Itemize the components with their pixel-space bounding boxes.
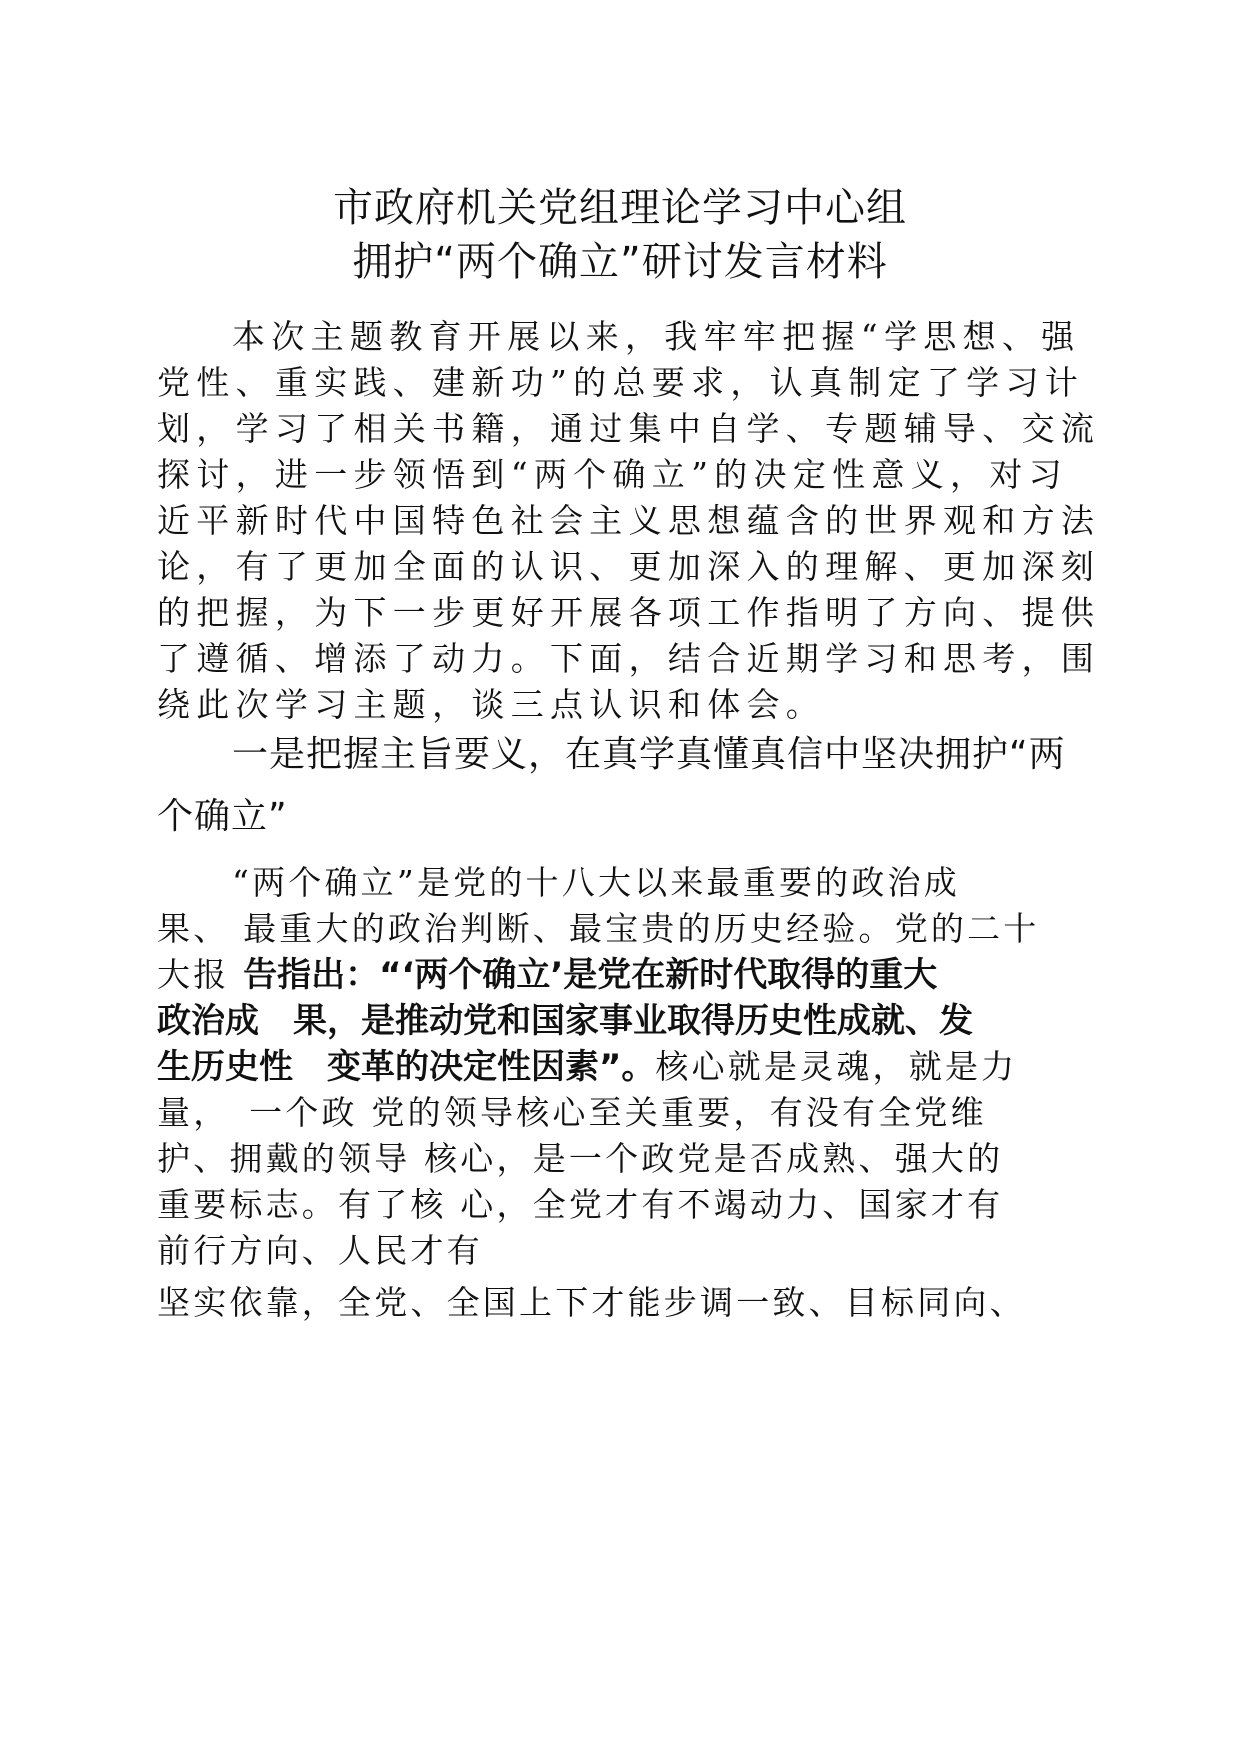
paragraph-2-bold-quote: 告指出：“‘两个确立’是党在新时代取得的重大 xyxy=(243,955,938,995)
document-title-line-2: 拥护“两个确立”研讨发言材料 xyxy=(352,239,888,285)
paragraph-1-line: 划，学习了相关书籍，通过集中自学、专题辅导、交流 xyxy=(157,409,1101,448)
paragraph-2-text: 大报 xyxy=(157,955,244,994)
section-heading-1-continued: 个确立” xyxy=(157,796,288,837)
paragraph-1-line: 探讨，进一步领悟到“两个确立”的决定性意义，对习 xyxy=(157,455,1068,494)
paragraph-1-line: 绕此次学习主题，谈三点认识和体会。 xyxy=(157,685,826,724)
paragraph-2-line xyxy=(157,1044,1017,1090)
paragraph-1-line: 了遵循、增添了动力。下面，结合近期学习和思考，围 xyxy=(157,639,1101,678)
paragraph-2-line xyxy=(157,952,937,998)
paragraph-2-bold-quote: 政治成 果，是推动党和国家事业取得历史性成就、发 xyxy=(157,1001,973,1041)
paragraph-1-line: 近平新时代中国特色社会主义思想蕴含的世界观和方法 xyxy=(157,501,1101,540)
paragraph-2-bold-quote: 生历史性 变革的决定性因素”。 xyxy=(157,1047,656,1087)
paragraph-2-line: 重要标志。有了核 心，全党才有不竭动力、国家才有 xyxy=(157,1185,1004,1224)
paragraph-1-line: 本次主题教育开展以来，我牢牢把握“学思想、强 xyxy=(232,317,1081,356)
paragraph-2-line: 护、拥戴的领导 核心，是一个政党是否成熟、强大的 xyxy=(157,1139,1004,1178)
paragraph-1-line: 论，有了更加全面的认识、更加深入的理解、更加深刻 xyxy=(157,547,1101,586)
section-heading-1: 一是把握主旨要义，在真学真懂真信中坚决拥护“两 xyxy=(232,734,1066,775)
paragraph-2-line: 前行方向、人民才有 xyxy=(157,1231,483,1270)
paragraph-2-text: 核心就是灵魂，就是力 xyxy=(655,1047,1018,1086)
paragraph-2-line: 量， 一个政 党的领导核心至关重要，有没有全党维 xyxy=(157,1093,987,1132)
document-title-line-1: 市政府机关党组理论学习中心组 xyxy=(333,185,907,231)
paragraph-1-line: 党性、重实践、建新功”的总要求，认真制定了学习计 xyxy=(157,363,1085,402)
paragraph-2-line: “两个确立”是党的十八大以来最重要的政治成 xyxy=(232,863,960,902)
paragraph-1-line: 的把握，为下一步更好开展各项工作指明了方向、提供 xyxy=(157,593,1101,632)
paragraph-2-line: 果、 最重大的政治判断、最宝贵的历史经验。党的二十 xyxy=(157,909,1040,948)
paragraph-2-line: 坚实依靠，全党、全国上下才能步调一致、目标同向、 xyxy=(157,1283,1026,1322)
